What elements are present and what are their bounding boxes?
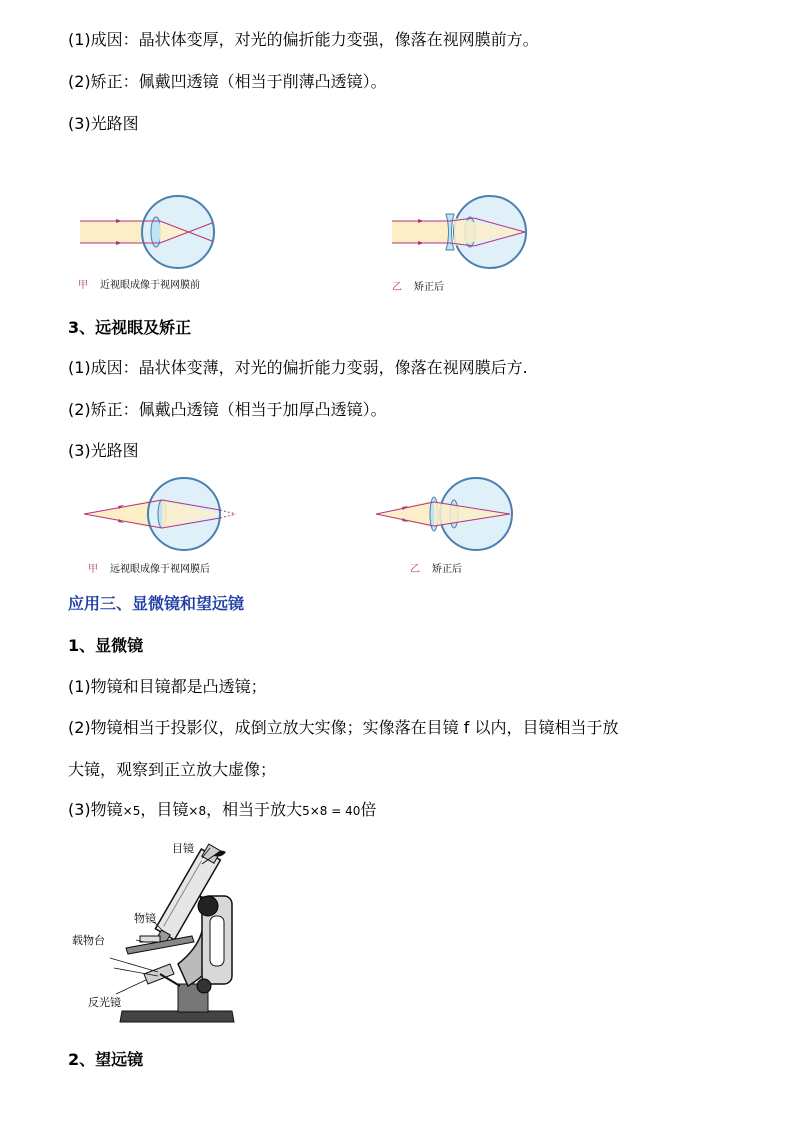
myopia-diagram-label: (3)光路图 xyxy=(68,114,139,133)
label-eyepiece: 目镜 xyxy=(172,842,194,855)
label-mirror: 反光镜 xyxy=(88,996,121,1009)
hyperopia-correction: (2)矫正：佩戴凸透镜（相当于加厚凸透镜）。 xyxy=(68,400,387,419)
myopia-eye-diagram xyxy=(76,192,226,274)
hyperopia-fig-a-caption: 甲 远视眼成像于视网膜后 xyxy=(88,564,210,575)
app3-heading: 应用三、显微镜和望远镜 xyxy=(68,594,245,613)
hyperopia-corrected-eye-diagram xyxy=(372,476,522,556)
microscope-p2b: 大镜，观察到正立放大虚像； xyxy=(68,760,277,779)
myopia-correction: (2)矫正：佩戴凹透镜（相当于削薄凸透镜）。 xyxy=(68,72,387,91)
label-stage: 载物台 xyxy=(72,934,105,947)
microscope-heading: 1、显微镜 xyxy=(68,636,144,655)
hyperopia-fig-b-caption: 乙 矫正后 xyxy=(410,564,462,575)
microscope-p1: (1)物镜和目镜都是凸透镜； xyxy=(68,677,267,696)
hyperopia-eye-diagram xyxy=(80,476,240,556)
label-objective: 物镜 xyxy=(134,912,156,925)
myopia-fig-b-caption: 乙 矫正后 xyxy=(392,282,444,293)
myopia-corrected-eye-diagram xyxy=(388,192,538,274)
microscope-p2a: (2)物镜相当于投影仪，成倒立放大实像；实像落在目镜 f 以内，目镜相当于放 xyxy=(68,718,619,737)
myopia-cause: (1)成因：晶状体变厚，对光的偏折能力变强，像落在视网膜前方。 xyxy=(68,30,539,49)
microscope-p3: (3)物镜×5，目镜×8，相当于放大5×8 = 40倍 xyxy=(68,800,377,819)
hyperopia-diagram-label: (3)光路图 xyxy=(68,441,139,460)
telescope-heading: 2、望远镜 xyxy=(68,1050,144,1069)
hyperopia-cause: (1)成因：晶状体变薄，对光的偏折能力变弱，像落在视网膜后方. xyxy=(68,358,528,377)
hyperopia-heading: 3、远视眼及矫正 xyxy=(68,318,192,337)
myopia-fig-a-caption: 甲 近视眼成像于视网膜前 xyxy=(78,280,200,291)
